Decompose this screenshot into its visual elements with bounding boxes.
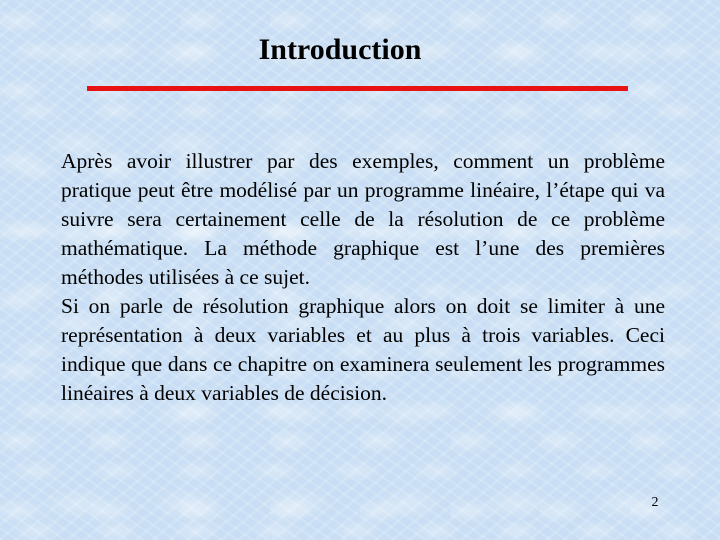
slide-body [61,147,665,408]
body-paragraph-2: Si on parle de résolution graphique alors on doit se limiter à une représentation à deux variables et au plus à trois variables. Ceci indique que dans ce chapitre on examinera seulement les programmes linéaires à deux variables de décision. [61,294,665,405]
body-paragraph-1: Après avoir illustrer par des exemples, comment un problème pratique peut être modélisé par un programme linéaire, l’étape qui va suivre sera certainement celle de la résolution de ce problème mathématique. La méthode graphique est l’une des premières méthodes utilisées à ce sujet. [61,149,665,289]
slide-title: Introduction [258,33,422,66]
page-number: 2 [651,495,659,510]
title-underline-rule [87,86,628,91]
